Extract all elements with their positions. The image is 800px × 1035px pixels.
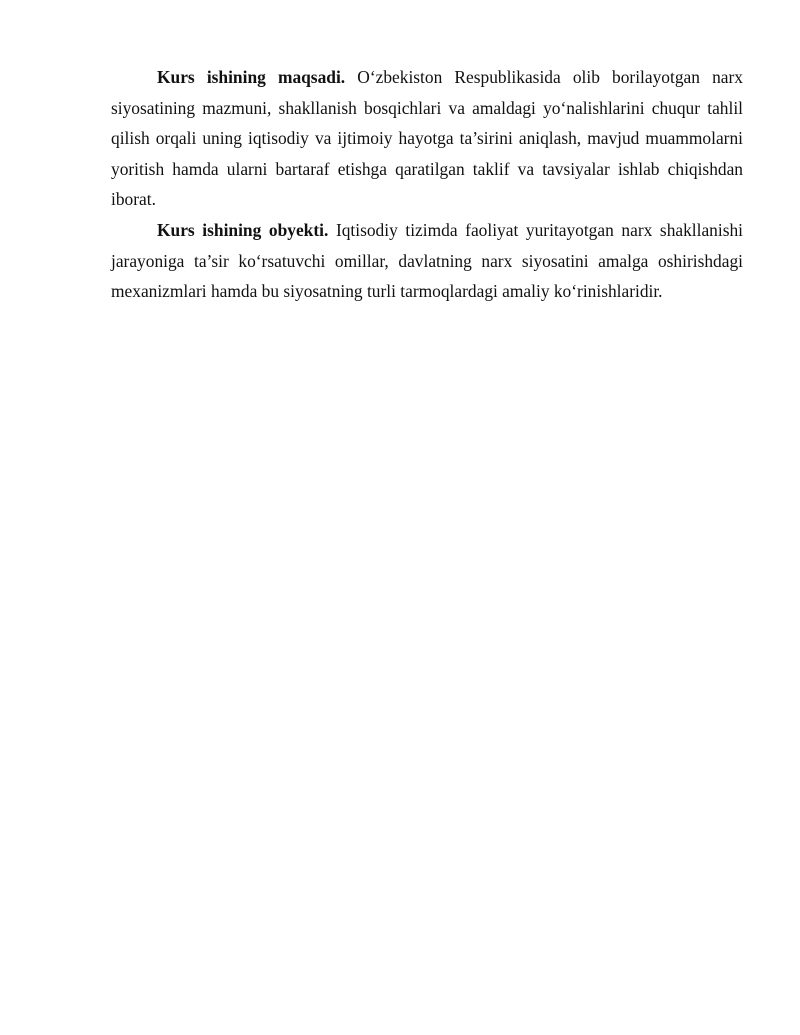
paragraph-course-goal	[111, 62, 743, 215]
paragraph-text-goal: O‘zbekiston Respublikasida olib borilayotgan narx siyosatining mazmuni, shakllanish bosqichlari va amaldagi yo‘nalishlarini chuqur tahlil qilish orqali uning iqtisodiy va ijtimoiy hayotga ta’sirini aniqlash, mavjud muammolarni yoritish hamda ularni bartaraf etishga qaratilgan taklif va tavsiyalar ishlab chiqishdan iborat.	[111, 67, 743, 210]
paragraph-course-object	[111, 215, 743, 307]
paragraph-heading-goal: Kurs ishining maqsadi.	[157, 67, 346, 87]
document-body	[111, 62, 743, 307]
paragraph-heading-object: Kurs ishining obyekti.	[157, 219, 329, 240]
paragraph-text-object: Iqtisodiy tizimda faoliyat yuritayotgan narx shakllanishi jarayoniga ta’sir ko‘rsatuvchi omillar, davlatning narx siyosatini amalga oshirishdagi mexanizmlari hamda bu siyosatning turli tarmoqlardagi amaliy ko‘rinishlaridir.	[111, 219, 744, 302]
